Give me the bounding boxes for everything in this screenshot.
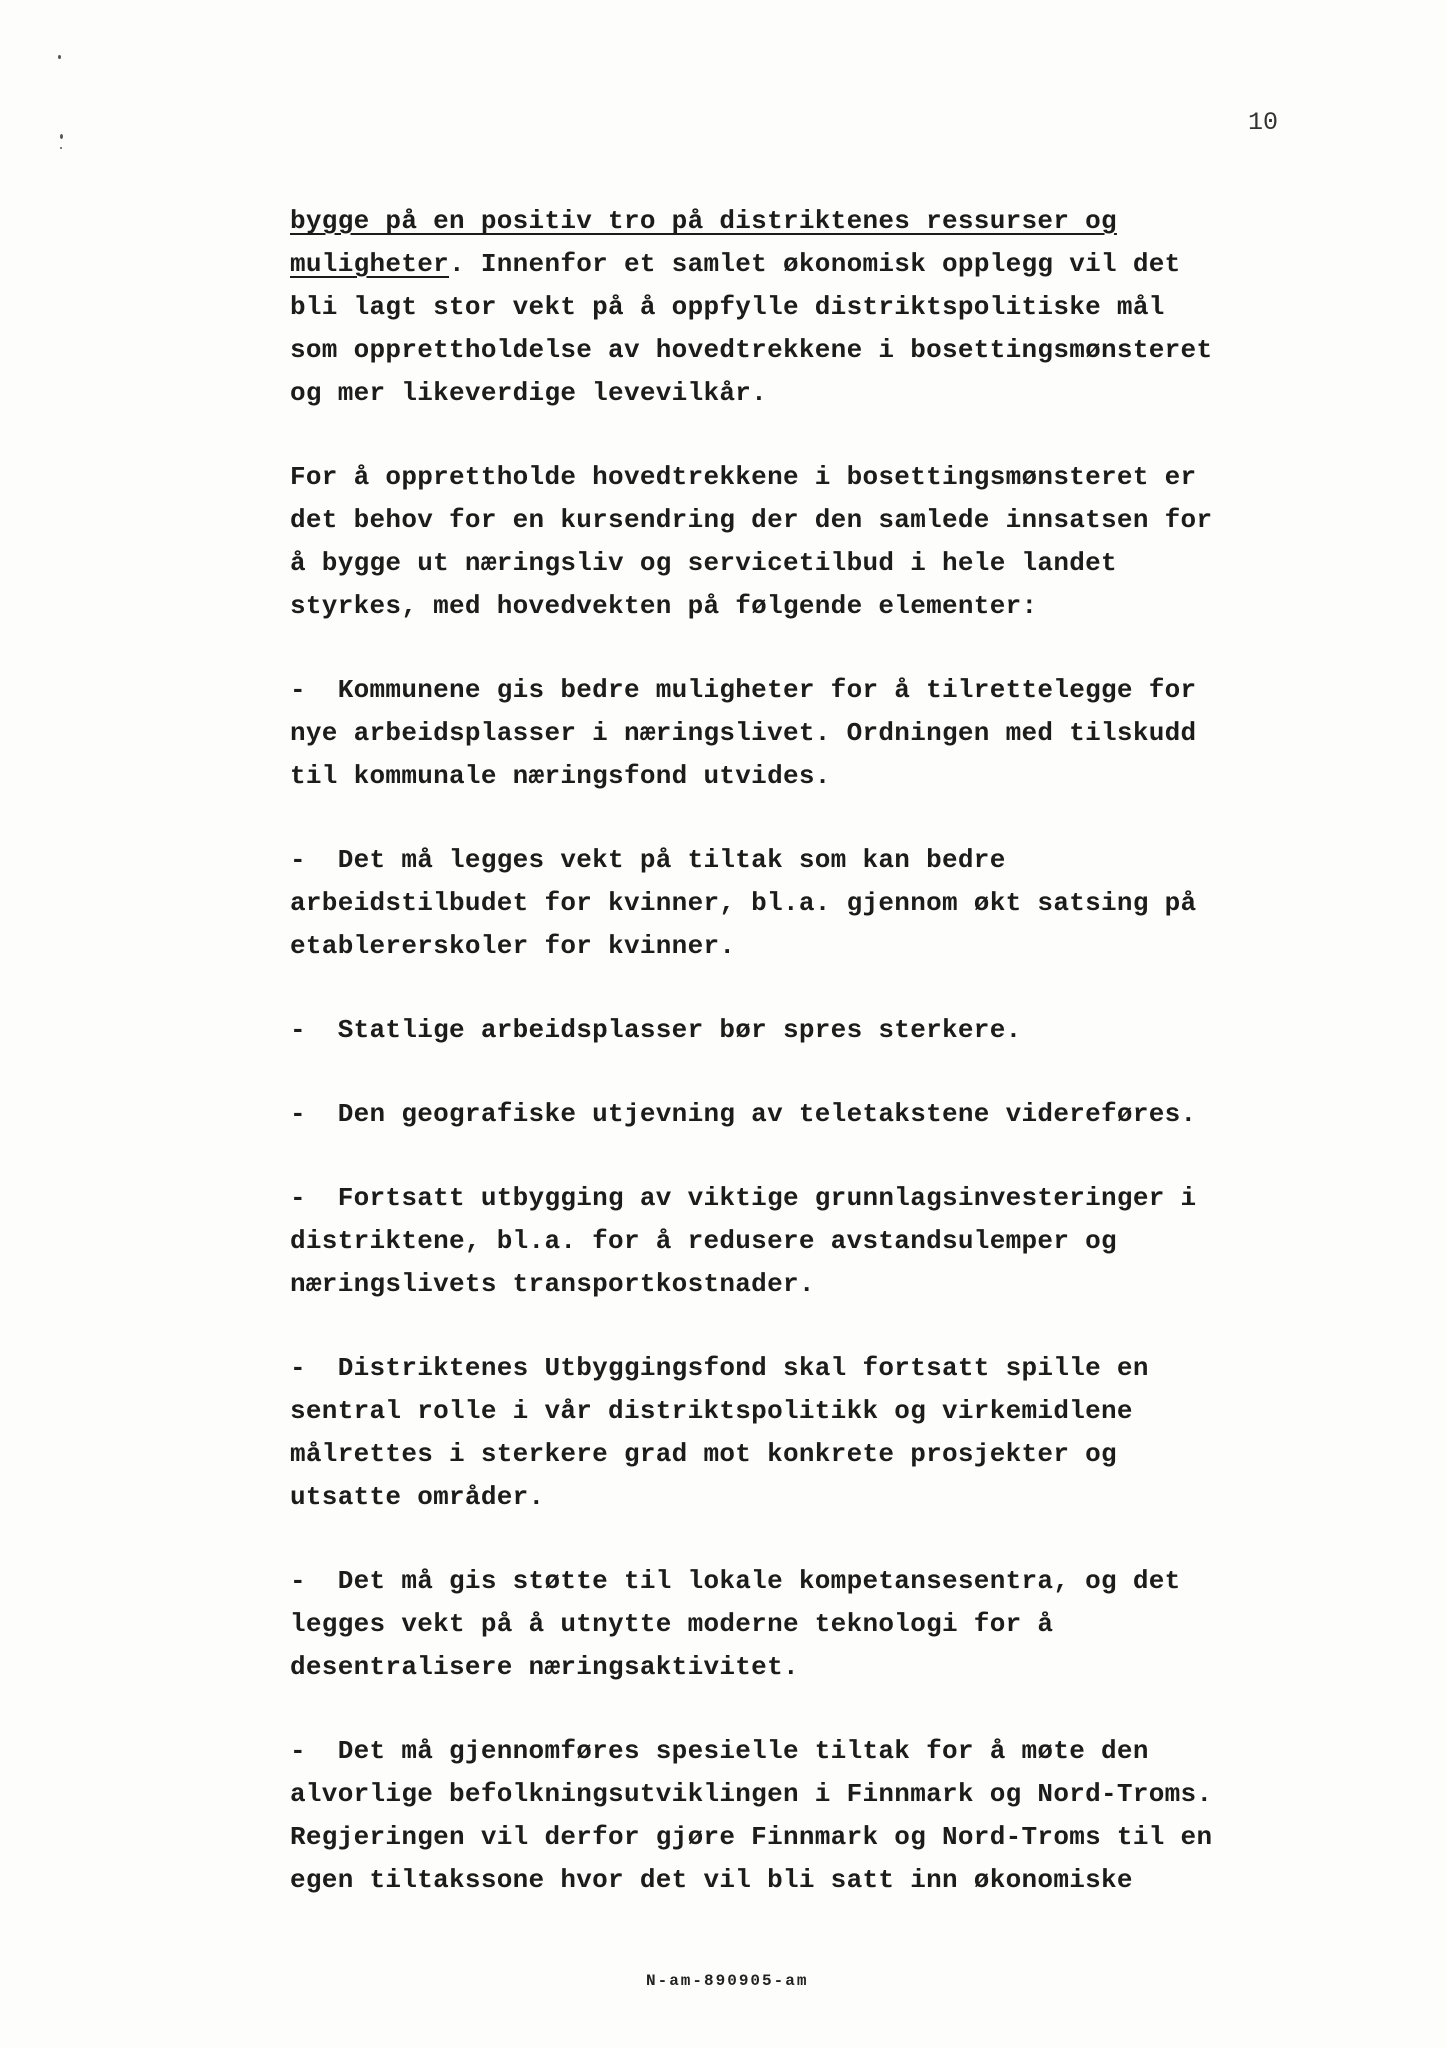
paragraph-gap	[290, 415, 1340, 456]
line-text: egen tiltakssone hvor det vil bli satt inn økonomiske	[290, 1865, 1133, 1895]
scan-speck	[58, 55, 61, 59]
text-line	[290, 1220, 1340, 1263]
text-line	[290, 243, 1340, 286]
line-text: å bygge ut næringsliv og servicetilbud i hele landet	[290, 548, 1117, 578]
paragraph	[290, 1347, 1340, 1519]
line-text: - Statlige arbeidsplasser bør spres sterkere.	[290, 1015, 1022, 1045]
line-text: sentral rolle i vår distriktspolitikk og virkemidlene	[290, 1396, 1133, 1426]
line-text: - Det må gjennomføres spesielle tiltak for å møte den	[290, 1736, 1149, 1766]
text-line	[290, 1859, 1340, 1902]
paragraph-gap	[290, 1519, 1340, 1560]
text-line	[290, 1093, 1340, 1136]
text-line	[290, 329, 1340, 372]
text-line	[290, 585, 1340, 628]
text-line	[290, 286, 1340, 329]
text-line	[290, 1560, 1340, 1603]
paragraph	[290, 839, 1340, 968]
scan-speck	[60, 147, 62, 149]
text-line	[290, 1730, 1340, 1773]
text-line	[290, 1263, 1340, 1306]
text-line	[290, 925, 1340, 968]
text-line	[290, 1603, 1340, 1646]
paragraph-gap	[290, 1689, 1340, 1730]
paragraph-gap	[290, 1052, 1340, 1093]
text-line	[290, 372, 1340, 415]
text-line	[290, 712, 1340, 755]
line-text: Regjeringen vil derfor gjøre Finnmark og Nord-Troms til en	[290, 1822, 1213, 1852]
line-text: bli lagt stor vekt på å oppfylle distriktspolitiske mål	[290, 292, 1165, 322]
line-text: . Innenfor et samlet økonomisk opplegg vil det	[449, 249, 1181, 279]
text-line	[290, 1390, 1340, 1433]
text-line	[290, 542, 1340, 585]
paragraph	[290, 1560, 1340, 1689]
line-text: - Kommunene gis bedre muligheter for å tilrettelegge for	[290, 675, 1197, 705]
line-text: nye arbeidsplasser i næringslivet. Ordningen med tilskudd	[290, 718, 1197, 748]
paragraph	[290, 456, 1340, 628]
line-text: For å opprettholde hovedtrekkene i bosettingsmønsteret er	[290, 462, 1197, 492]
line-text: legges vekt på å utnytte moderne teknologi for å	[290, 1609, 1054, 1639]
footer-code: N-am-890905-am	[646, 1972, 809, 1990]
text-line	[290, 1476, 1340, 1519]
paragraph	[290, 1009, 1340, 1052]
line-text: næringslivets transportkostnader.	[290, 1269, 815, 1299]
line-text: og mer likeverdige levevilkår.	[290, 378, 768, 408]
paragraph-gap	[290, 1136, 1340, 1177]
text-line	[290, 669, 1340, 712]
line-text: - Det må gis støtte til lokale kompetansesentra, og det	[290, 1566, 1181, 1596]
scan-speck	[60, 134, 63, 139]
line-text: som opprettholdelse av hovedtrekkene i bosettingsmønsteret	[290, 335, 1213, 365]
line-text: - Distriktenes Utbyggingsfond skal fortsatt spille en	[290, 1353, 1149, 1383]
paragraph-gap	[290, 628, 1340, 669]
text-line	[290, 755, 1340, 798]
line-text: til kommunale næringsfond utvides.	[290, 761, 831, 791]
line-text: alvorlige befolkningsutviklingen i Finnmark og Nord-Troms.	[290, 1779, 1213, 1809]
line-text: målrettes i sterkere grad mot konkrete prosjekter og	[290, 1439, 1117, 1469]
paragraph	[290, 669, 1340, 798]
paragraph	[290, 1093, 1340, 1136]
line-text: utsatte områder.	[290, 1482, 545, 1512]
line-text: det behov for en kursendring der den samlede innsatsen for	[290, 505, 1213, 535]
paragraph-gap	[290, 968, 1340, 1009]
text-line	[290, 456, 1340, 499]
text-line	[290, 1347, 1340, 1390]
line-text: desentralisere næringsaktivitet.	[290, 1652, 799, 1682]
line-text: arbeidstilbudet for kvinner, bl.a. gjennom økt satsing på	[290, 888, 1197, 918]
line-text: etablererskoler for kvinner.	[290, 931, 736, 961]
page-number: 10	[1248, 108, 1279, 137]
line-text: distriktene, bl.a. for å redusere avstandsulemper og	[290, 1226, 1117, 1256]
document-body	[290, 200, 1340, 1902]
line-text: styrkes, med hovedvekten på følgende elementer:	[290, 591, 1038, 621]
text-line	[290, 1773, 1340, 1816]
underlined-text: muligheter	[290, 249, 450, 279]
line-text: - Det må legges vekt på tiltak som kan bedre	[290, 845, 1006, 875]
paragraph	[290, 1177, 1340, 1306]
text-line	[290, 839, 1340, 882]
text-line	[290, 200, 1340, 243]
text-line	[290, 1433, 1340, 1476]
text-line	[290, 499, 1340, 542]
text-line	[290, 1646, 1340, 1689]
underlined-text: bygge på en positiv tro på distriktenes ressurser og	[290, 206, 1117, 236]
text-line	[290, 1177, 1340, 1220]
paragraph	[290, 1730, 1340, 1902]
text-line	[290, 1009, 1340, 1052]
line-text: - Den geografiske utjevning av teletakstene videreføres.	[290, 1099, 1197, 1129]
paragraph	[290, 200, 1340, 415]
paragraph-gap	[290, 798, 1340, 839]
paragraph-gap	[290, 1306, 1340, 1347]
line-text: - Fortsatt utbygging av viktige grunnlagsinvesteringer i	[290, 1183, 1197, 1213]
text-line	[290, 882, 1340, 925]
text-line	[290, 1816, 1340, 1859]
